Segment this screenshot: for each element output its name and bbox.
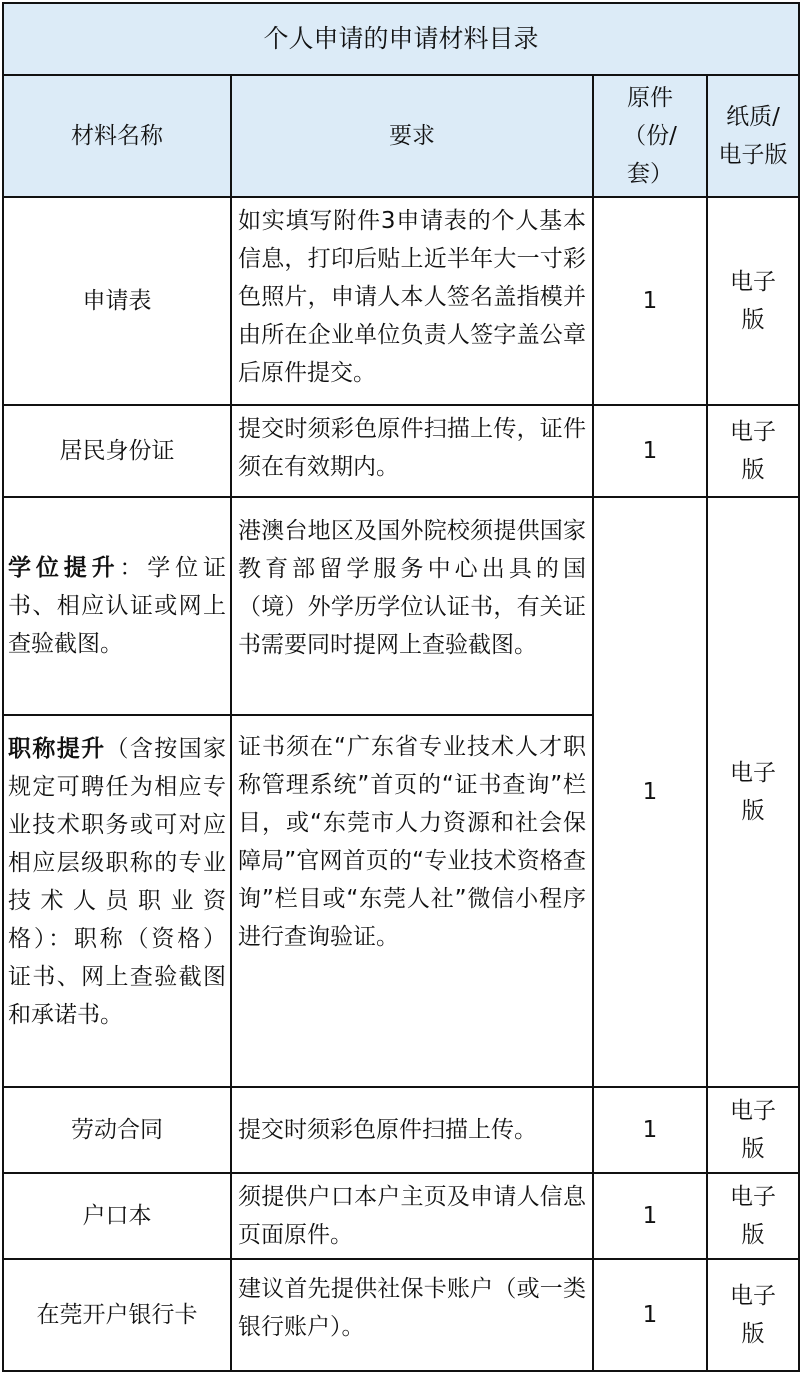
row-format: 电子版 bbox=[707, 197, 799, 405]
table-row bbox=[3, 1087, 799, 1173]
header-name: 材料名称 bbox=[3, 75, 231, 197]
header-format: 纸质/电子版 bbox=[707, 75, 799, 197]
row-name: 在莞开户银行卡 bbox=[3, 1259, 231, 1371]
row-requirement: 提交时须彩色原件扫描上传。 bbox=[231, 1087, 593, 1173]
header-original: 原件（份/套） bbox=[593, 75, 707, 197]
row-requirement: 提交时须彩色原件扫描上传，证件须在有效期内。 bbox=[231, 405, 593, 497]
row-name: 申请表 bbox=[3, 197, 231, 405]
row-count: 1 bbox=[593, 405, 707, 497]
row-requirement: 证书须在“广东省专业技术人才职称管理系统”首页的“证书查询”栏目，或“东莞市人力资源和社会保障局”官网首页的“专业技术资格查询”栏目或“东莞人社”微信小程序进行查询验证。 bbox=[231, 715, 593, 1087]
row-count: 1 bbox=[593, 1259, 707, 1371]
row-name-rest: （含按国家规定可聘任为相应专业技术职务或可对应相应层级职称的专业技术人员职业资格）：职称（资格）证书、网上查验截图和承诺书。 bbox=[8, 736, 226, 1028]
row-name: 劳动合同 bbox=[3, 1087, 231, 1173]
materials-table bbox=[2, 2, 800, 1372]
table-row bbox=[3, 1173, 799, 1259]
title-row bbox=[3, 3, 799, 75]
row-name bbox=[3, 497, 231, 715]
table-row bbox=[3, 405, 799, 497]
merged-count: 1 bbox=[593, 497, 707, 1087]
row-name-bold: 学位提升 bbox=[8, 555, 120, 581]
row-name bbox=[3, 715, 231, 1087]
row-format: 电子版 bbox=[707, 405, 799, 497]
header-requirement: 要求 bbox=[231, 75, 593, 197]
table-row bbox=[3, 1259, 799, 1371]
row-name-rest: ：学位证书、相应认证或网上查验截图。 bbox=[8, 555, 227, 657]
merged-format: 电子版 bbox=[707, 497, 799, 1087]
row-requirement: 港澳台地区及国外院校须提供国家教育部留学服务中心出具的国（境）外学历学位认证书，有关证书需要同时提网上查验截图。 bbox=[231, 497, 593, 715]
row-name: 户口本 bbox=[3, 1173, 231, 1259]
row-requirement: 如实填写附件3申请表的个人基本信息，打印后贴上近半年大一寸彩色照片，申请人本人签名盖指模并由所在企业单位负责人签字盖公章后原件提交。 bbox=[231, 197, 593, 405]
row-name: 居民身份证 bbox=[3, 405, 231, 497]
table-row bbox=[3, 197, 799, 405]
table-row bbox=[3, 497, 799, 715]
row-requirement: 须提供户口本户主页及申请人信息页面原件。 bbox=[231, 1173, 593, 1259]
row-count: 1 bbox=[593, 1173, 707, 1259]
row-requirement: 建议首先提供社保卡账户（或一类银行账户）。 bbox=[231, 1259, 593, 1371]
row-format: 电子版 bbox=[707, 1087, 799, 1173]
row-count: 1 bbox=[593, 1087, 707, 1173]
row-name-bold: 职称提升 bbox=[8, 736, 106, 762]
table-title: 个人申请的申请材料目录 bbox=[3, 3, 799, 75]
row-format: 电子版 bbox=[707, 1259, 799, 1371]
row-format: 电子版 bbox=[707, 1173, 799, 1259]
row-count: 1 bbox=[593, 197, 707, 405]
header-row bbox=[3, 75, 799, 197]
